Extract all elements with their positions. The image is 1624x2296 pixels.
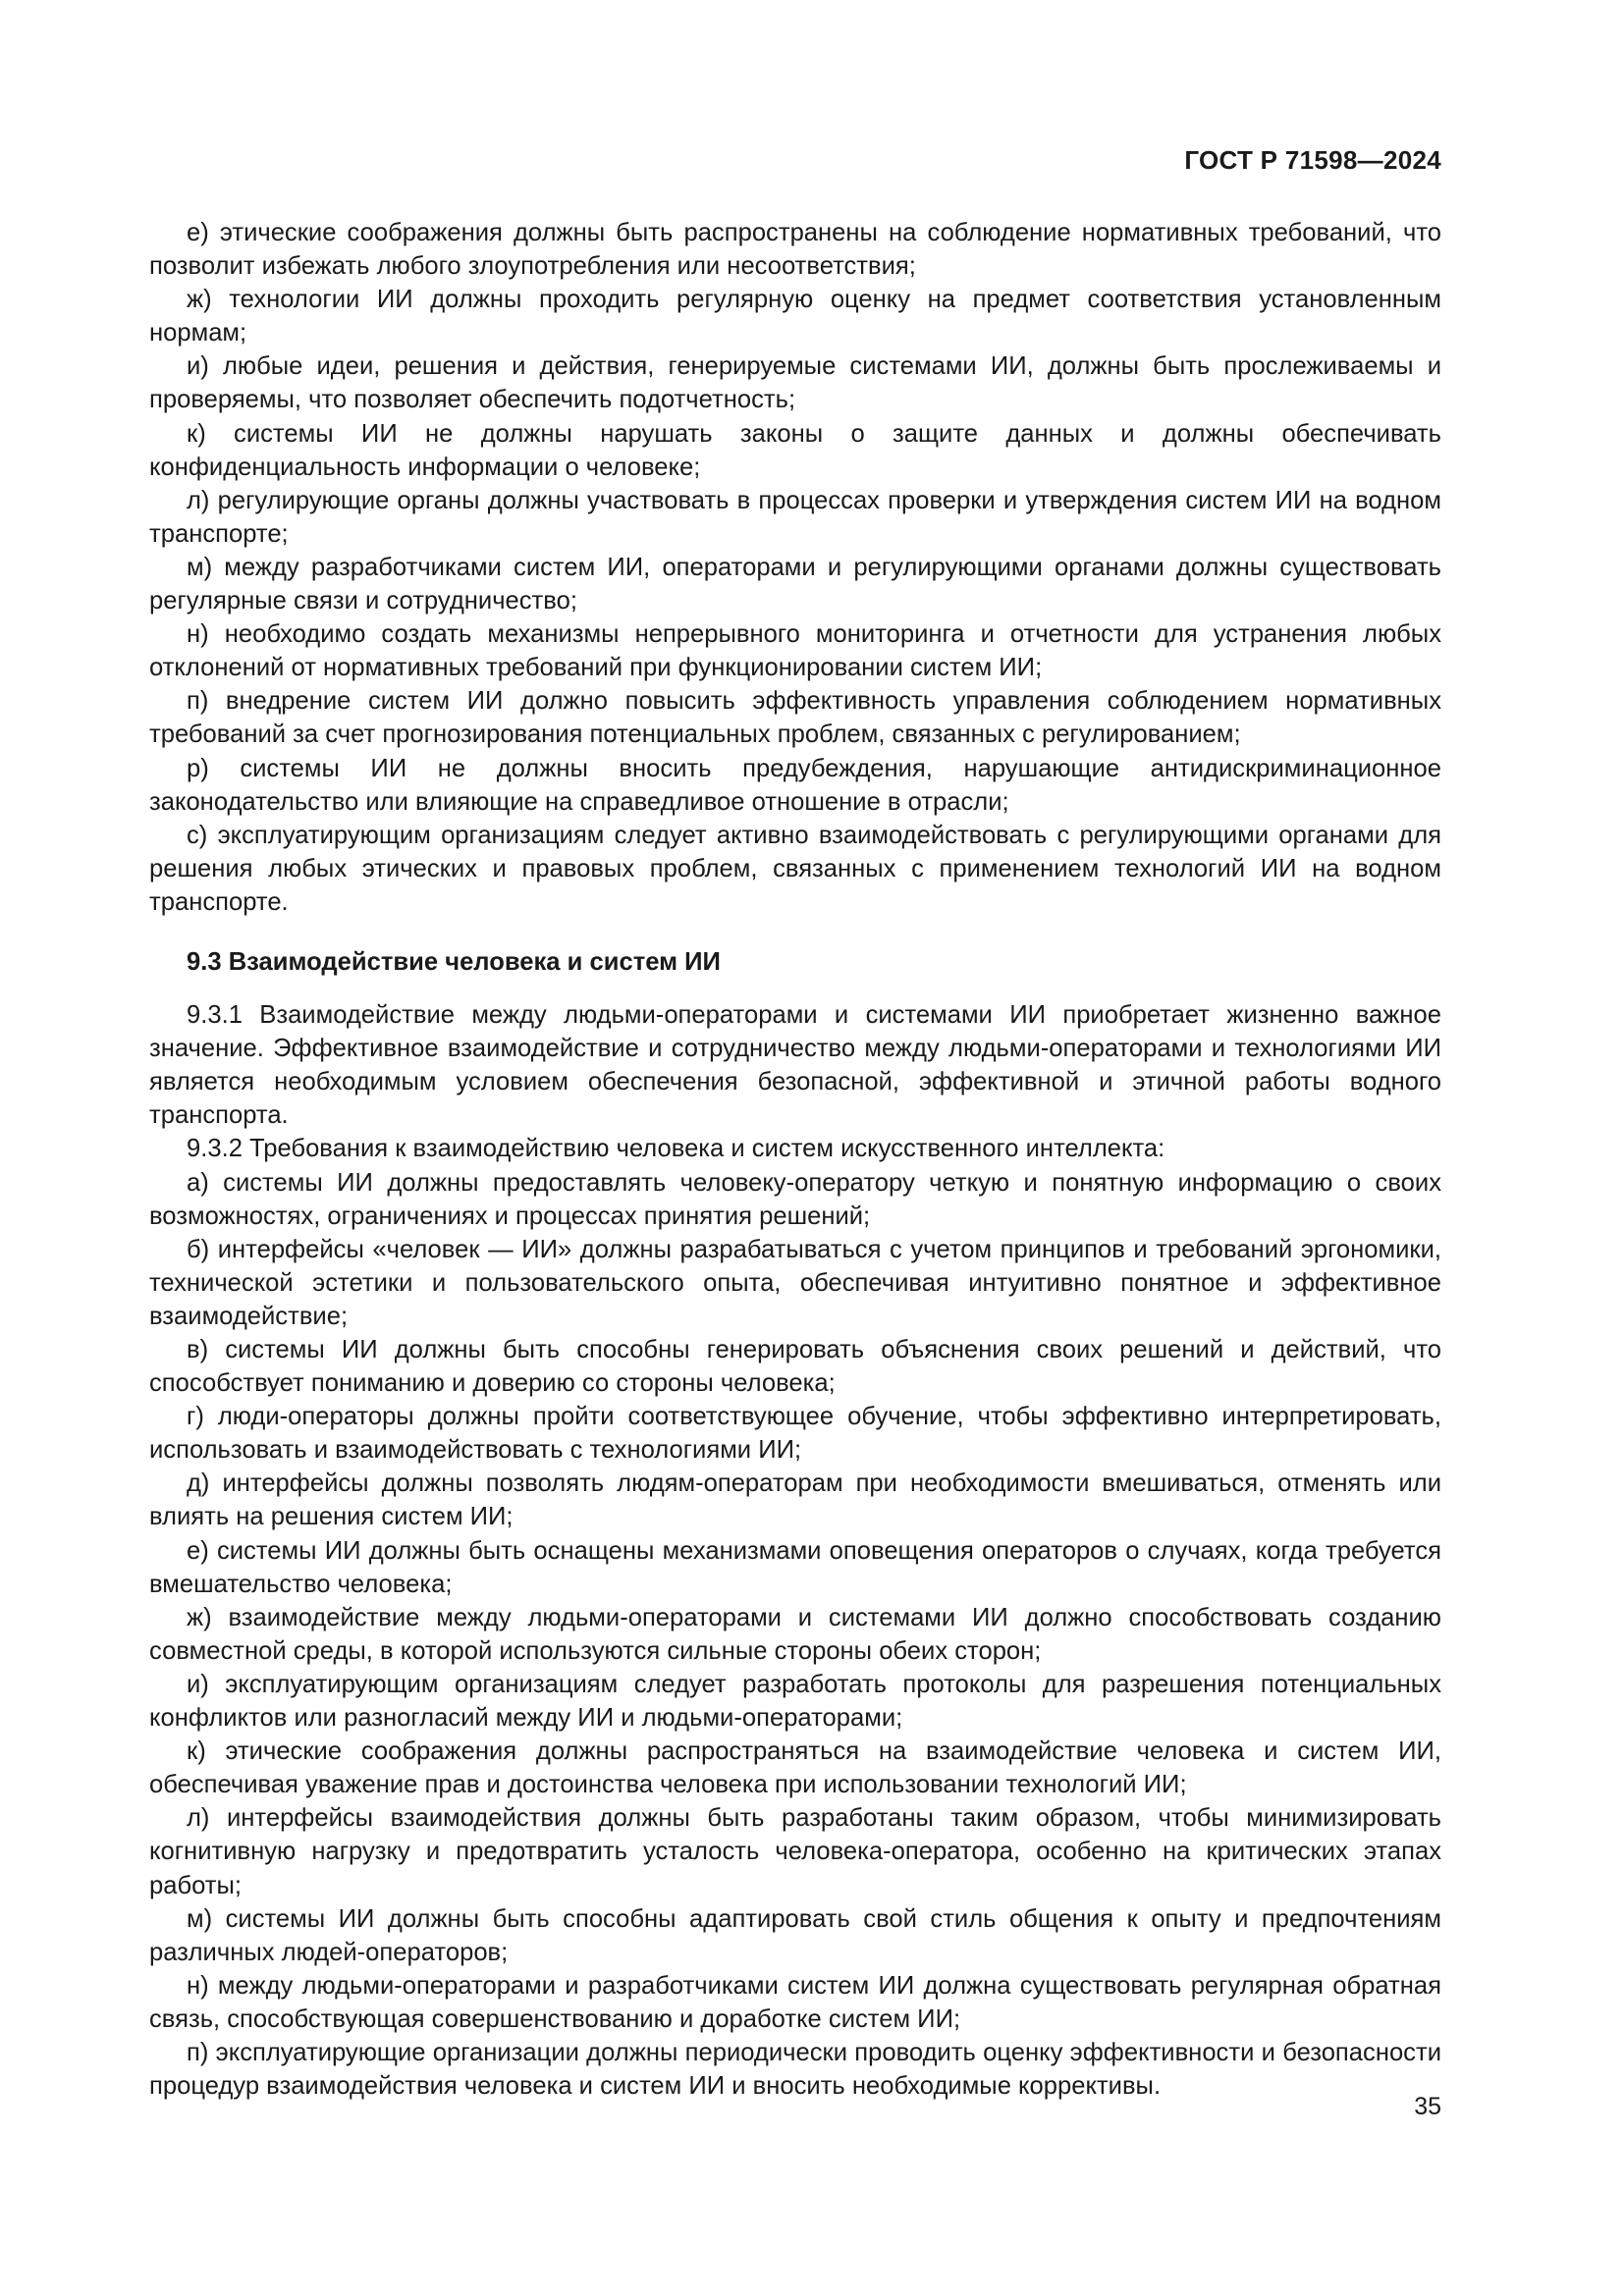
document-body [149, 216, 1441, 2103]
req-item-n: н) между людьми-операторами и разработчиками систем ИИ должна существовать регулярная обратная связь, способствующая совершенствованию и доработке систем ИИ; [149, 1971, 1441, 2033]
document-id-header: ГОСТ Р 71598—2024 [1184, 145, 1441, 175]
paragraph-9-3-1: 9.3.1 Взаимодействие между людьми-операторами и системами ИИ приобретает жизненно важное значение. Эффективное взаимодействие и сотрудничество между людьми-операторами и технологиями ИИ является необходимым условием обеспечения безопасной, эффективной и этичной работы водного транспорта. [149, 1001, 1441, 1130]
list-item-m: м) между разработчиками систем ИИ, операторами и регулирующими органами должны существовать регулярные связи и сотрудничество; [149, 553, 1441, 615]
page-number: 35 [1414, 2093, 1441, 2120]
req-item-d: д) интерфейсы должны позволять людям-операторам при необходимости вмешиваться, отменять или влиять на решения систем ИИ; [149, 1469, 1441, 1531]
list-item-i: и) любые идеи, решения и действия, генерируемые системами ИИ, должны быть прослеживаемы и проверяемы, что позволяет обеспечить подотчетность; [149, 352, 1441, 414]
req-item-l: л) интерфейсы взаимодействия должны быть разработаны таким образом, чтобы минимизировать когнитивную нагрузку и предотвратить усталость человека-оператора, особенно на критических этапах работы; [149, 1804, 1441, 1899]
req-item-p: п) эксплуатирующие организации должны периодически проводить оценку эффективности и безопасности процедур взаимодействия человека и систем ИИ и вносить необходимые коррективы. [149, 2038, 1441, 2101]
list-item-zh: ж) технологии ИИ должны проходить регулярную оценку на предмет соответствия установленным нормам; [149, 286, 1441, 347]
req-item-v: в) системы ИИ должны быть способны генерировать объяснения своих решений и действий, что способствует пониманию и доверию со стороны человека; [149, 1336, 1441, 1398]
list-item-k: к) системы ИИ не должны нарушать законы о защите данных и должны обеспечивать конфиденциальность информации о человеке; [149, 419, 1441, 481]
section-heading: 9.3 Взаимодействие человека и систем ИИ [187, 947, 721, 976]
paragraph-9-3-2: 9.3.2 Требования к взаимодействию человека и систем искусственного интеллекта: [187, 1135, 1165, 1163]
req-item-g: г) люди-операторы должны пройти соответствующее обучение, чтобы эффективно интерпретировать, использовать и взаимодействовать с технологиями ИИ; [149, 1403, 1441, 1465]
list-item-r: р) системы ИИ не должны вносить предубеждения, нарушающие антидискриминационное законодательство или влияющие на справедливое отношение в отрасли; [149, 754, 1441, 816]
list-item-p: п) внедрение систем ИИ должно повысить эффективность управления соблюдением нормативных требований за счет прогнозирования потенциальных проблем, связанных с регулированием; [149, 687, 1441, 749]
list-item-s: с) эксплуатирующим организациям следует активно взаимодействовать с регулирующими органами для решения любых этических и правовых проблем, связанных с применением технологий ИИ на водном транспорте. [149, 821, 1441, 916]
req-item-a: а) системы ИИ должны предоставлять человеку-оператору четкую и понятную информацию о своих возможностях, ограничениях и процессах принятия решений; [149, 1168, 1441, 1230]
req-item-e: е) системы ИИ должны быть оснащены механизмами оповещения операторов о случаях, когда требуется вмешательство человека; [149, 1536, 1441, 1598]
req-item-m: м) системы ИИ должны быть способны адаптировать свой стиль общения к опыту и предпочтениям различных людей-операторов; [149, 1904, 1441, 1966]
req-item-i: и) эксплуатирующим организациям следует разработать протоколы для разрешения потенциальных конфликтов или разногласий между ИИ и людьми-операторами; [149, 1670, 1441, 1733]
list-item-e: е) этические соображения должны быть распространены на соблюдение нормативных требований, что позволит избежать любого злоупотребления или несоответствия; [149, 219, 1441, 281]
list-item-l: л) регулирующие органы должны участвовать в процессах проверки и утверждения систем ИИ на водном транспорте; [149, 486, 1441, 548]
req-item-zh: ж) взаимодействие между людьми-операторами и системами ИИ должно способствовать созданию совместной среды, в которой используются сильные стороны обеих сторон; [149, 1603, 1441, 1665]
req-item-k: к) этические соображения должны распространяться на взаимодействие человека и систем ИИ, обеспечивая уважение прав и достоинства человека при использовании технологий ИИ; [149, 1737, 1441, 1799]
list-item-n: н) необходимо создать механизмы непрерывного мониторинга и отчетности для устранения любых отклонений от нормативных требований при функционировании систем ИИ; [149, 620, 1441, 682]
req-item-b: б) интерфейсы «человек — ИИ» должны разрабатываться с учетом принципов и требований эргономики, технической эстетики и пользовательского опыта, обеспечивая интуитивно понятное и эффективное взаимодействие; [149, 1235, 1441, 1330]
